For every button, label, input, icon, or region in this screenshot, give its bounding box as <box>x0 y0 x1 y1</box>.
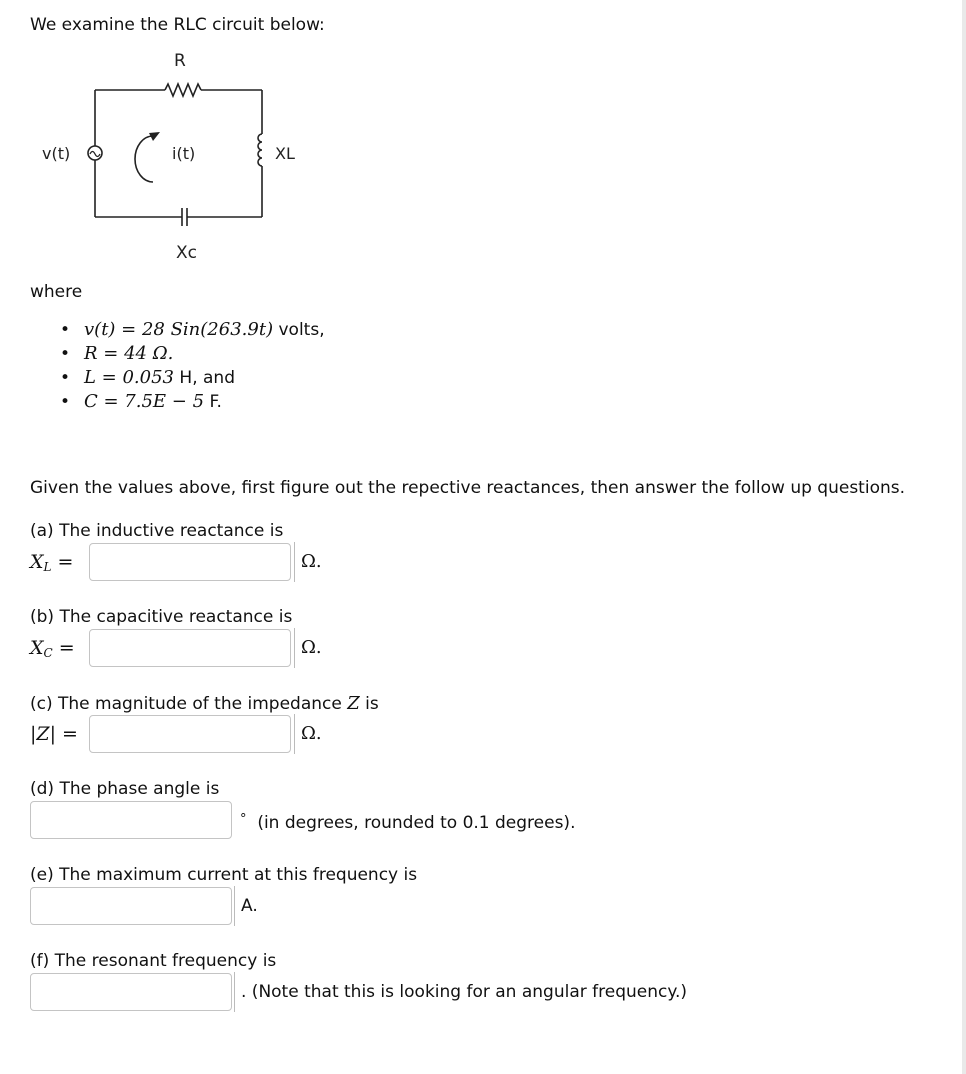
question-d-label: (d) The phase angle is <box>30 779 220 799</box>
source-label: v(t) <box>42 144 71 163</box>
intro-text: We examine the RLC circuit below: <box>30 15 325 35</box>
given-values-list <box>30 318 325 414</box>
xc-answer-input[interactable] <box>89 629 291 667</box>
phase-angle-unit: ° (in degrees, rounded to 0.1 degrees). <box>240 812 576 833</box>
max-current-input[interactable] <box>30 887 232 925</box>
resistance-value: • R = 44 Ω. <box>30 342 325 366</box>
instructions-text: Given the values above, first figure out the repective reactances, then answer the follow up questions. <box>30 478 906 498</box>
capacitor-label: Xc <box>176 243 197 263</box>
max-current-unit: A. <box>234 886 258 926</box>
xl-equation-lhs: $X_L$ = <box>30 551 74 574</box>
page-scrollbar[interactable] <box>962 0 966 1074</box>
voltage-value: • v(t) = 28 Sin(263.9t) volts, <box>30 318 325 342</box>
xl-unit: Ω. <box>294 542 322 582</box>
z-equation-lhs: |Z| = <box>30 723 78 745</box>
impedance-unit: Ω. <box>294 714 322 754</box>
current-label: i(t) <box>172 144 196 163</box>
question-e-label: (e) The maximum current at this frequency is <box>30 865 418 885</box>
xc-equation-lhs: $X_C$ = <box>30 637 75 660</box>
xc-unit: Ω. <box>294 628 322 668</box>
question-b-label: (b) The capacitive reactance is <box>30 607 293 627</box>
resistor-label: R <box>174 51 186 71</box>
inductance-value: • L = 0.053 H, and <box>30 366 325 390</box>
rlc-circuit-diagram <box>30 46 330 268</box>
xl-answer-input[interactable] <box>89 543 291 581</box>
question-f-label: (f) The resonant frequency is <box>30 951 277 971</box>
inductor-label: XL <box>275 144 295 163</box>
impedance-answer-input[interactable] <box>89 715 291 753</box>
phase-angle-input[interactable] <box>30 801 232 839</box>
resonant-frequency-input[interactable] <box>30 973 232 1011</box>
question-a-label: (a) The inductive reactance is <box>30 521 284 541</box>
resonant-frequency-note: . (Note that this is looking for an angular frequency.) <box>234 972 687 1012</box>
where-text: where <box>30 282 83 302</box>
current-arrow <box>135 136 153 182</box>
inductor-symbol <box>258 134 262 166</box>
question-c-label: (c) The magnitude of the impedance Z is <box>30 693 379 714</box>
capacitance-value: • C = 7.5E − 5 F. <box>30 390 325 414</box>
resistor-symbol <box>165 84 201 96</box>
